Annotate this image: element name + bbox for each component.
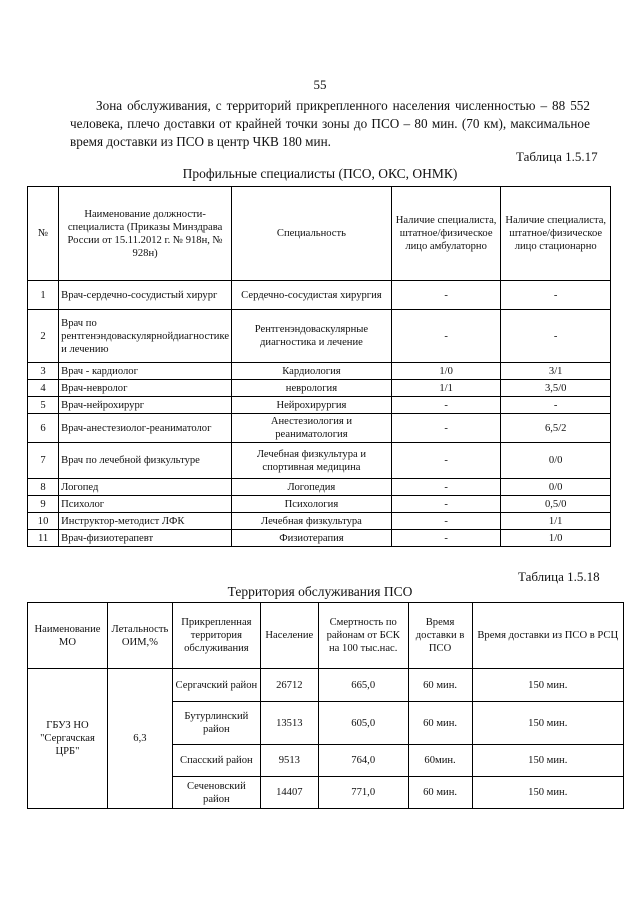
cell-specialty: Кардиология [232,363,392,380]
cell-num: 2 [28,310,59,363]
cell-position: Психолог [59,496,232,513]
cell-inpatient: - [501,310,611,363]
header-outpatient: Наличие специалиста, штатное/физическое лицо амбулаторно [391,187,501,281]
table-row [28,479,611,496]
cell-inpatient: 0/0 [501,479,611,496]
cell-position: Врач по рентгенэндоваскулярнойдиагностике и лечению [59,310,232,363]
cell-inpatient: 3,5/0 [501,380,611,397]
cell-position: Врач-невролог [59,380,232,397]
table-row [28,310,611,363]
cell-delivery-pso: 60 мин. [408,777,472,809]
cell-specialty: Лечебная физкультура и спортивная медицина [232,443,392,479]
cell-num: 4 [28,380,59,397]
cell-specialty: Физиотерапия [232,530,392,547]
cell-position: Врач-нейрохирург [59,397,232,414]
cell-num: 3 [28,363,59,380]
header-mo: Наименование МО [28,603,108,669]
table-row [28,443,611,479]
cell-specialty: неврология [232,380,392,397]
cell-position: Врач-сердечно-сосудистый хирург [59,281,232,310]
cell-delivery-pso: 60 мин. [408,669,472,702]
cell-lethality: 6,3 [107,669,172,809]
cell-position: Врач по лечебной физкультуре [59,443,232,479]
table-row [28,380,611,397]
cell-position: Врач - кардиолог [59,363,232,380]
cell-mortality: 665,0 [318,669,408,702]
header-inpatient: Наличие специалиста, штатное/физическое лицо стационарно [501,187,611,281]
cell-territory: Сеченовский район [172,777,260,809]
cell-position: Логопед [59,479,232,496]
cell-outpatient: - [391,443,501,479]
cell-delivery-rsc: 150 мин. [472,745,623,777]
cell-delivery-rsc: 150 мин. [472,777,623,809]
cell-inpatient: 0/0 [501,443,611,479]
table-header-row [28,187,611,281]
header-delivery-pso: Время доставки в ПСО [408,603,472,669]
header-specialty: Специальность [232,187,392,281]
header-mortality: Смертность по районам от БСК на 100 тыс.нас. [318,603,408,669]
cell-inpatient: 1/0 [501,530,611,547]
cell-delivery-pso: 60 мин. [408,702,472,745]
cell-specialty: Рентгенэндоваскулярные диагностика и лечение [232,310,392,363]
header-population: Население [260,603,318,669]
cell-num: 10 [28,513,59,530]
intro-paragraph-text: Зона обслуживания, с территорий прикрепленного населения численностью – 88 552 человека, плечо доставки от крайней точки зоны до ПСО – 80 мин. (70 км), максимальное время доставки из ПСО в центр ЧКВ 180 мин. [70,98,590,149]
cell-outpatient: - [391,496,501,513]
table-row [28,281,611,310]
service-territory-table [27,602,624,809]
cell-num: 9 [28,496,59,513]
cell-inpatient: 6,5/2 [501,414,611,443]
cell-inpatient: 1/1 [501,513,611,530]
cell-num: 6 [28,414,59,443]
cell-specialty: Лечебная физкультура [232,513,392,530]
cell-population: 9513 [260,745,318,777]
cell-num: 7 [28,443,59,479]
cell-mortality: 764,0 [318,745,408,777]
cell-mortality: 771,0 [318,777,408,809]
cell-territory: Бутурлинский район [172,702,260,745]
header-position: Наименование должности-специалиста (Приказы Минздрава России от 15.11.2012 г. № 918н, № 928н) [59,187,232,281]
cell-delivery-rsc: 150 мин. [472,702,623,745]
cell-specialty: Логопедия [232,479,392,496]
header-territory: Прикрепленная территория обслуживания [172,603,260,669]
cell-delivery-pso: 60мин. [408,745,472,777]
header-num: № [28,187,59,281]
table-row [28,513,611,530]
cell-outpatient: - [391,397,501,414]
cell-specialty: Анестезиология и реаниматология [232,414,392,443]
cell-specialty: Психология [232,496,392,513]
header-lethality: Летальность ОИМ,% [107,603,172,669]
cell-num: 11 [28,530,59,547]
cell-territory: Сергачский район [172,669,260,702]
table2-title: Территория обслуживания ПСО [227,584,413,599]
cell-inpatient: - [501,397,611,414]
cell-outpatient: 1/1 [391,380,501,397]
cell-inpatient: - [501,281,611,310]
cell-num: 8 [28,479,59,496]
cell-population: 13513 [260,702,318,745]
cell-delivery-rsc: 150 мин. [472,669,623,702]
table-row [28,363,611,380]
specialists-table [27,186,611,547]
cell-num: 5 [28,397,59,414]
cell-population: 14407 [260,777,318,809]
table-header-row [28,603,624,669]
cell-inpatient: 0,5/0 [501,496,611,513]
cell-position: Врач-физиотерапевт [59,530,232,547]
table-row [28,530,611,547]
table-row [28,397,611,414]
cell-outpatient: - [391,310,501,363]
cell-mortality: 605,0 [318,702,408,745]
cell-outpatient: - [391,281,501,310]
cell-specialty: Сердечно-сосудистая хирургия [232,281,392,310]
page-number: 55 [313,77,327,92]
cell-position: Инструктор-методист ЛФК [59,513,232,530]
table1-caption: Таблица 1.5.17 [516,149,598,164]
cell-outpatient: - [391,530,501,547]
cell-num: 1 [28,281,59,310]
table2-caption: Таблица 1.5.18 [518,569,600,584]
table-row [28,414,611,443]
table-row [28,669,624,702]
cell-inpatient: 3/1 [501,363,611,380]
cell-outpatient: - [391,414,501,443]
intro-paragraph [70,97,590,151]
table-row [28,496,611,513]
table1-title: Профильные специалисты (ПСО, ОКС, ОНМК) [182,166,458,181]
cell-outpatient: 1/0 [391,363,501,380]
header-delivery-rsc: Время доставки из ПСО в РСЦ [472,603,623,669]
cell-position: Врач-анестезиолог-реаниматолог [59,414,232,443]
cell-territory: Спасский район [172,745,260,777]
cell-outpatient: - [391,479,501,496]
cell-outpatient: - [391,513,501,530]
cell-population: 26712 [260,669,318,702]
cell-specialty: Нейрохирургия [232,397,392,414]
cell-mo: ГБУЗ НО "Сергачская ЦРБ" [28,669,108,809]
